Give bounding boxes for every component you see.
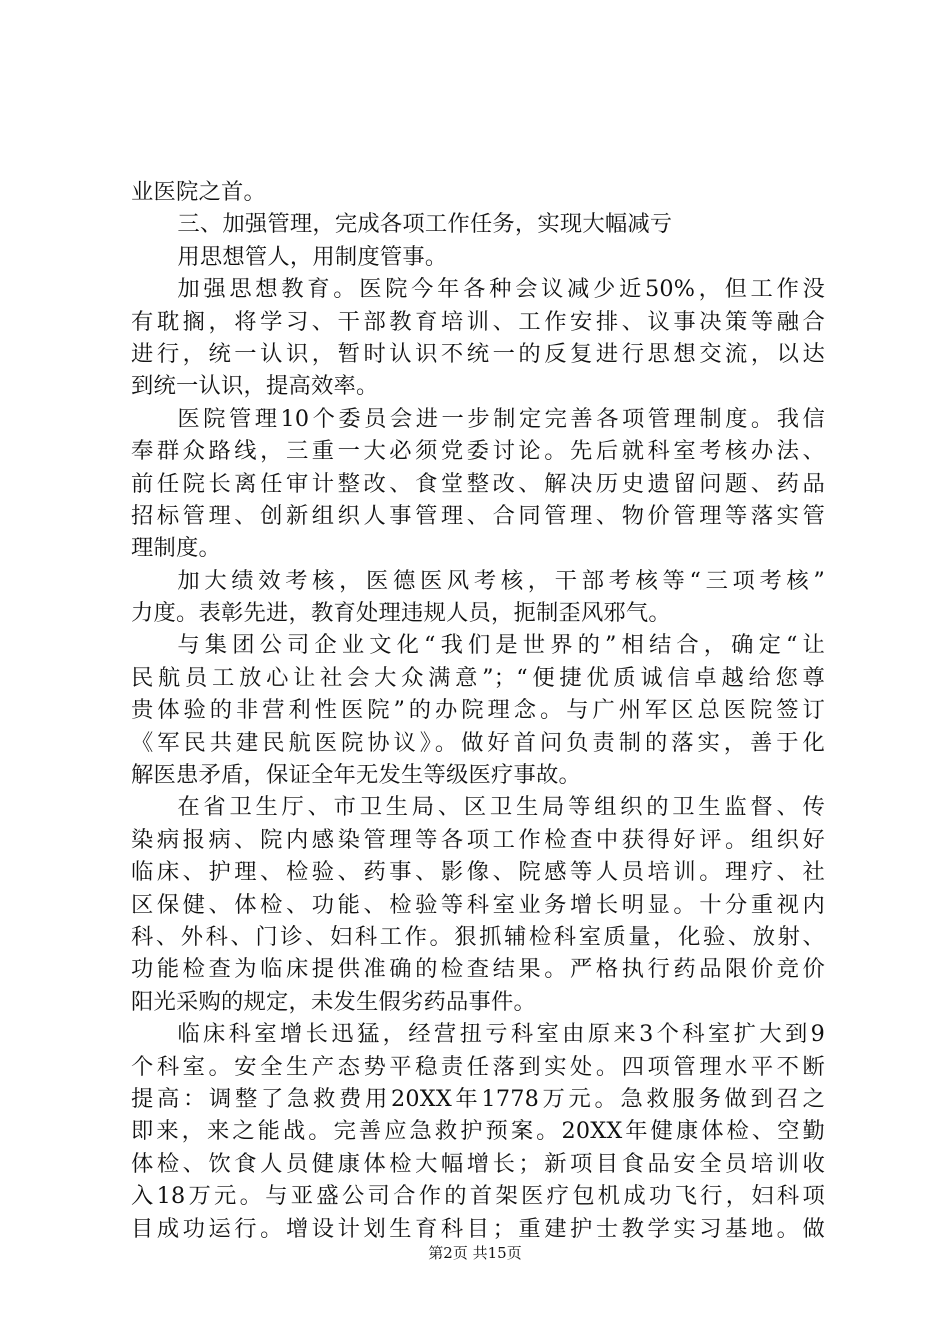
text-line: 用思想管人，用制度管事。 — [177, 243, 448, 270]
text-line: 招标管理、创新组织人事管理、合同管理、物价管理等落实管 — [131, 502, 825, 529]
text-line: 医院管理10个委员会进一步制定完善各项管理制度。我信 — [177, 405, 825, 432]
text-line: 入18万元。与亚盛公司合作的首架医疗包机成功飞行，妇科项 — [131, 1183, 825, 1210]
text-line: 阳光采购的规定，未发生假劣药品事件。 — [131, 988, 536, 1015]
text-line: 个科室。安全生产态势平稳责任落到实处。四项管理水平不断 — [131, 1053, 825, 1080]
text-line: 解医患矛盾，保证全年无发生等级医疗事故。 — [131, 762, 581, 789]
text-line: 目成功运行。增设计划生育科目；重建护士教学实习基地。做 — [131, 1215, 825, 1242]
text-line: 前任院长离任审计整改、食堂整改、解决历史遗留问题、药品 — [131, 470, 825, 497]
page-footer: 第2页 共15页 — [428, 1244, 522, 1262]
text-line: 到统一认识，提高效率。 — [131, 373, 379, 400]
text-line: 奉群众路线，三重一大必须党委讨论。先后就科室考核办法、 — [131, 438, 825, 465]
text-line: 功能检查为临床提供准确的检查结果。严格执行药品限价竞价 — [131, 956, 825, 983]
text-line: 进行，统一认识，暂时认识不统一的反复进行思想交流，以达 — [131, 340, 825, 367]
text-line: 在省卫生厅、市卫生局、区卫生局等组织的卫生监督、传 — [177, 794, 825, 821]
text-line: 力度。表彰先进，教育处理违规人员，扼制歪风邪气。 — [131, 600, 671, 627]
text-line: 临床科室增长迅猛，经营扭亏科室由原来3个科室扩大到9 — [177, 1021, 825, 1048]
text-line: 即来，来之能战。完善应急救护预案。20XX年健康体检、空勤 — [131, 1118, 825, 1145]
text-line: 三、加强管理，完成各项工作任务，实现大幅减亏 — [177, 211, 673, 238]
text-line: 临床、护理、检验、药事、影像、院感等人员培训。理疗、社 — [131, 859, 825, 886]
document-body — [131, 176, 825, 1245]
text-line: 有耽搁，将学习、干部教育培训、工作安排、议事决策等融合 — [131, 308, 825, 335]
text-line: 业医院之首。 — [131, 179, 266, 205]
text-line: 提高：调整了急救费用20XX年1778万元。急救服务做到召之 — [131, 1085, 825, 1112]
text-line: 染病报病、院内感染管理等各项工作检查中获得好评。组织好 — [131, 826, 825, 853]
text-line: 加强思想教育。医院今年各种会议减少近50%，但工作没 — [177, 276, 825, 303]
text-line: 理制度。 — [131, 535, 221, 562]
text-line: 与集团公司企业文化“我们是世界的”相结合，确定“让 — [177, 632, 825, 659]
text-line: 贵体验的非营利性医院”的办院理念。与广州军区总医院签订 — [131, 697, 825, 724]
text-line: 加大绩效考核，医德医风考核，干部考核等“三项考核” — [177, 567, 825, 594]
text-line: 区保健、体检、功能、检验等科室业务增长明显。十分重视内 — [131, 891, 825, 918]
text-line: 《军民共建民航医院协议》。做好首问负责制的落实，善于化 — [131, 729, 825, 756]
text-line: 体检、饮食人员健康体检大幅增长；新项目食品安全员培训收 — [131, 1150, 825, 1177]
text-line: 民航员工放心让社会大众满意”；“便捷优质诚信卓越给您尊 — [131, 664, 825, 691]
text-line: 科、外科、门诊、妇科工作。狠抓辅检科室质量，化验、放射、 — [131, 923, 825, 950]
